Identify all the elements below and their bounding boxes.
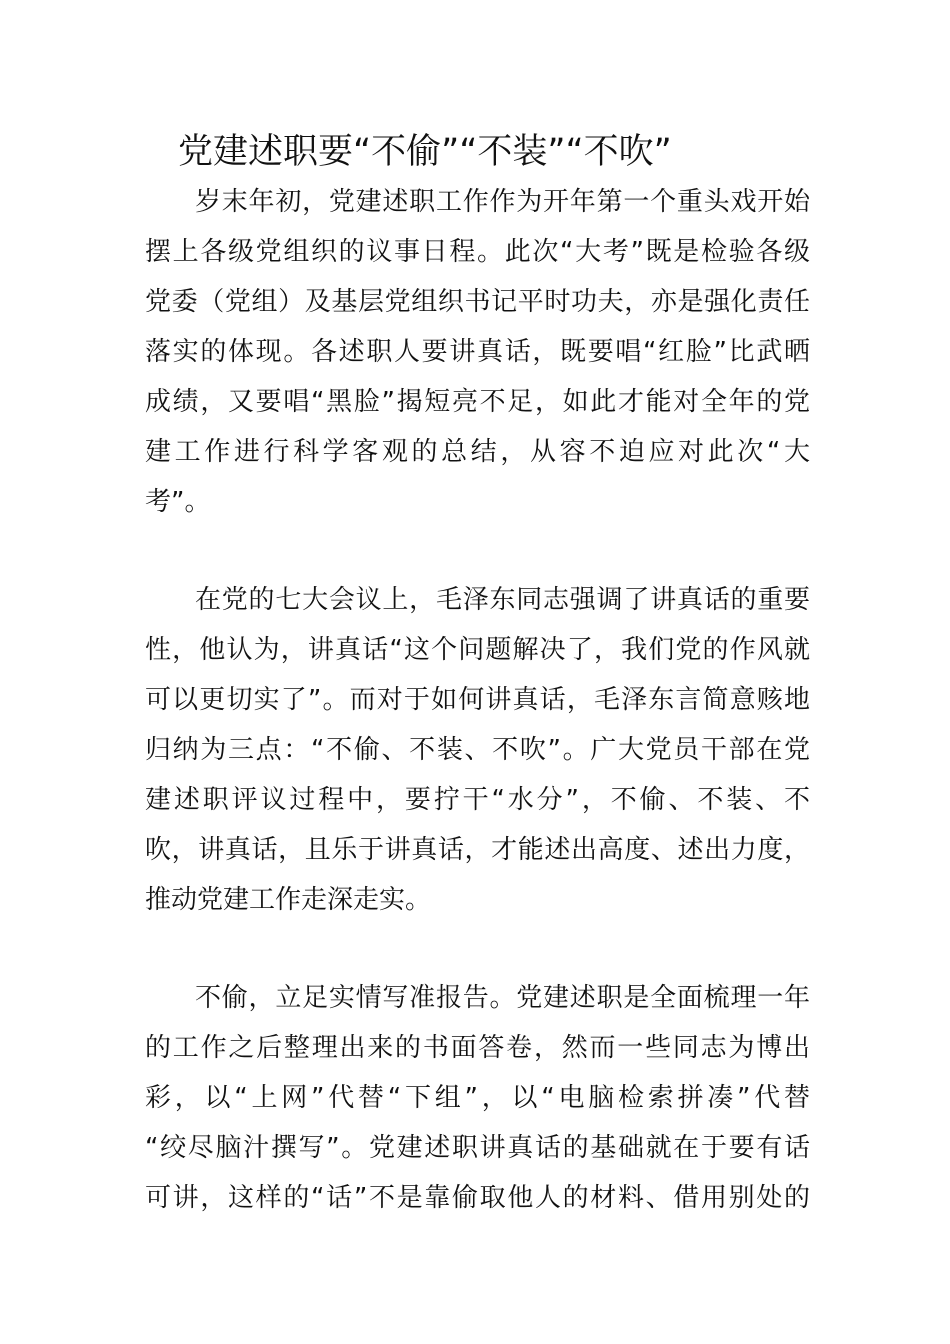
paragraph-2-line-3: 可以更切实了”。而对于如何讲真话，毛泽东言简意赅地 bbox=[145, 685, 810, 715]
paragraph-1-line-7: 考”。 bbox=[145, 487, 211, 517]
paragraph-1-line-5: 成绩，又要唱“黑脸”揭短亮不足，如此才能对全年的党 bbox=[145, 387, 810, 417]
paragraph-2-line-5: 建述职评议过程中，要拧干“水分”，不偷、不装、不 bbox=[145, 785, 810, 815]
paragraph-2-line-6: 吹，讲真话，且乐于讲真话，才能述出高度、述出力度， bbox=[145, 835, 810, 865]
paragraph-3-line-2: 的工作之后整理出来的书面答卷，然而一些同志为博出 bbox=[145, 1033, 810, 1063]
paragraph-1-line-6: 建工作进行科学客观的总结，从容不迫应对此次“大 bbox=[145, 437, 810, 467]
paragraph-3-line-5: 可讲，这样的“话”不是靠偷取他人的材料、借用别处的 bbox=[145, 1183, 810, 1213]
paragraph-2-line-2: 性，他认为，讲真话“这个问题解决了，我们党的作风就 bbox=[145, 635, 810, 665]
paragraph-3-line-4: “绞尽脑汁撰写”。党建述职讲真话的基础就在于要有话 bbox=[145, 1133, 810, 1163]
paragraph-3-line-1: 不偷，立足实情写准报告。党建述职是全面梳理一年 bbox=[195, 983, 810, 1013]
document-title: 党建述职要“不偷”“不装”“不吹” bbox=[178, 132, 672, 172]
paragraph-1-line-1: 岁末年初，党建述职工作作为开年第一个重头戏开始 bbox=[195, 187, 810, 217]
paragraph-1-line-4: 落实的体现。各述职人要讲真话，既要唱“红脸”比武晒 bbox=[145, 337, 810, 367]
paragraph-2-line-1: 在党的七大会议上，毛泽东同志强调了讲真话的重要 bbox=[195, 585, 810, 615]
paragraph-2-line-7: 推动党建工作走深走实。 bbox=[145, 885, 432, 915]
paragraph-1-line-2: 摆上各级党组织的议事日程。此次“大考”既是检验各级 bbox=[145, 237, 810, 267]
paragraph-3-line-3: 彩，以“上网”代替“下组”，以“电脑检索拼凑”代替 bbox=[145, 1083, 810, 1113]
paragraph-1-line-3: 党委（党组）及基层党组织书记平时功夫，亦是强化责任 bbox=[145, 287, 810, 317]
paragraph-2-line-4: 归纳为三点：“不偷、不装、不吹”。广大党员干部在党 bbox=[145, 735, 810, 765]
